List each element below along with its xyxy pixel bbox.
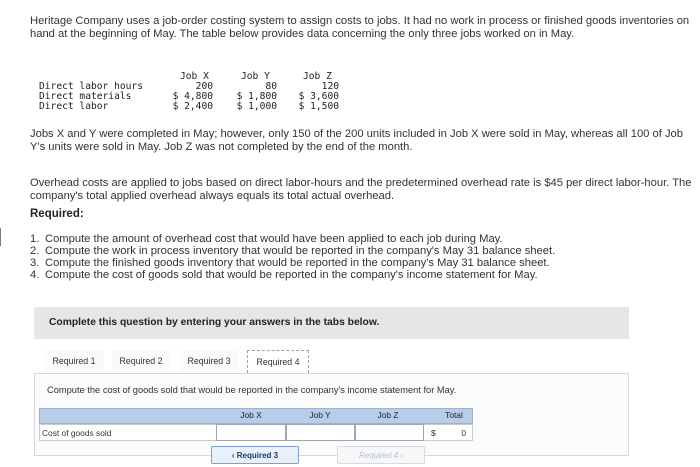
cell-x-labor: $ 2,400 [172, 101, 213, 112]
next-required-4-button[interactable]: Required 4 › [337, 446, 425, 464]
requirement-item [30, 270, 555, 282]
required-heading: Required: [30, 208, 84, 220]
jobs-completion-paragraph: Jobs X and Y were completed in May; however, only 150 of the 200 units included in Job X were sold in May, whereas all 100 of Job Y's units were sold in May. Job Z was not completed by the end of the month. [30, 128, 683, 153]
cell-y-hours: 80 [265, 81, 277, 92]
instruction-text: Complete this question by entering your answers in the tabs below. [49, 317, 380, 328]
col-header-job-x: Job X [180, 71, 209, 82]
instruction-banner [34, 307, 629, 339]
overhead-paragraph: Overhead costs are applied to jobs based on direct labor-hours and the predetermined overhead rate is $45 per direct labor-hour. The company's total applied overhead always equals its total actual overhead. [30, 177, 692, 202]
cell-z-materials: $ 3,600 [298, 91, 339, 102]
tab-required-4-active[interactable] [247, 350, 309, 373]
total-currency-symbol: $ [431, 428, 436, 438]
prev-required-3-button[interactable]: ‹ Required 3 [211, 446, 299, 464]
cogs-job-y-input[interactable] [286, 424, 355, 441]
cogs-job-z-input[interactable] [355, 424, 424, 441]
requirement-text: Compute the work in process inventory that would be reported in the company's May 31 balance sheet. [45, 244, 556, 257]
requirements-list [30, 234, 555, 282]
row-label-direct-materials: Direct materials [39, 91, 132, 102]
col-header-job-y: Job Y [241, 71, 270, 82]
requirement-text: Compute the amount of overhead cost that would have been applied to each job during May. [45, 233, 503, 245]
tab-required-3[interactable]: Required 3 [180, 350, 238, 372]
tab-required-1[interactable]: Required 1 [44, 350, 104, 372]
requirement-number: 1. [30, 233, 40, 245]
problem-intro: Heritage Company uses a job-order costing system to assign costs to jobs. It had no work in process or finished goods inventories on hand at the beginning of May. The table below provides data concerning the only three jobs worked on in May. [30, 15, 690, 40]
row-label-direct-labor: Direct labor [39, 101, 109, 112]
cell-y-labor: $ 1,000 [236, 101, 277, 112]
cogs-job-x-input[interactable] [216, 424, 286, 441]
tab-required-2[interactable]: Required 2 [112, 350, 170, 372]
text-cursor-marker [0, 228, 1, 246]
answer-header-job-z: Job Z [377, 410, 399, 420]
cell-x-materials: $ 4,800 [172, 91, 213, 102]
answer-header-job-y: Job Y [309, 410, 331, 420]
requirement-number: 3. [30, 256, 40, 269]
requirement-number: 4. [30, 268, 40, 281]
cell-z-hours: 120 [321, 81, 339, 92]
cell-x-hours: 200 [195, 81, 213, 92]
requirement-text: Compute the finished goods inventory that would be reported in the company's May 31 balance sheet. [45, 256, 550, 269]
answer-header-job-x: Job X [240, 410, 262, 420]
col-header-job-z: Job Z [303, 71, 332, 82]
answer-header-total: Total [445, 410, 463, 420]
jobs-data-table [30, 70, 350, 122]
requirement-number: 2. [30, 244, 40, 257]
requirement-text: Compute the cost of goods sold that would be reported in the company's income statement for May. [45, 268, 538, 281]
cell-z-labor: $ 1,500 [298, 101, 339, 112]
row-label-direct-labor-hours: Direct labor hours [39, 81, 143, 92]
cost-of-goods-sold-label: Cost of goods sold [42, 428, 112, 438]
cell-y-materials: $ 1,800 [236, 91, 277, 102]
task-prompt: Compute the cost of goods sold that would be reported in the company's income statement for May. [47, 385, 457, 395]
tab-required-4-label: Required 4 [256, 357, 300, 367]
cogs-total-value: 0 [461, 428, 466, 438]
